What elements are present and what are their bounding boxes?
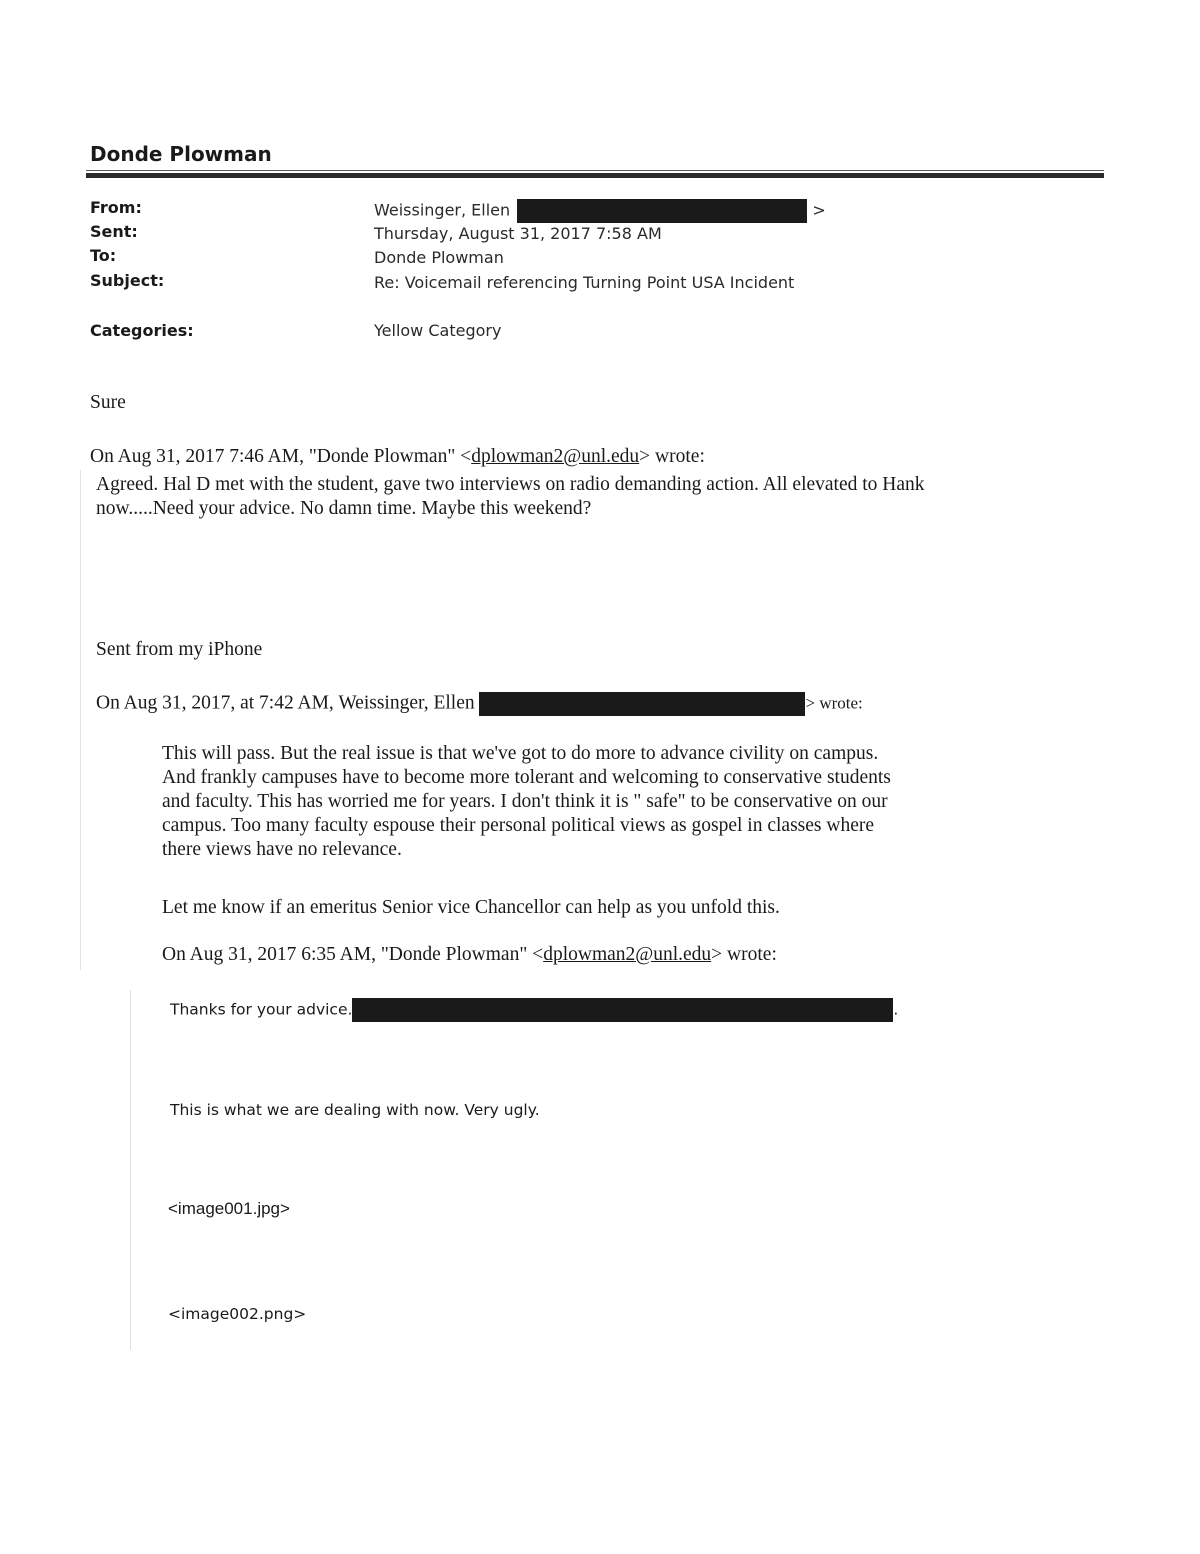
quote3-dealing: This is what we are dealing with now. Very ugly.	[170, 1101, 540, 1119]
quote1-intro-prefix: On Aug 31, 2017 7:46 AM, "Donde Plowman" <	[90, 446, 472, 467]
quote1-line1: Agreed. Hal D met with the student, gave two interviews on radio demanding action. All elevated to Hank	[96, 474, 925, 495]
to-value: Donde Plowman	[374, 248, 504, 267]
sent-label: Sent:	[90, 222, 138, 241]
quote2-para1-line: And frankly campuses have to become more tolerant and welcoming to conservative students	[162, 767, 891, 788]
from-value: Weissinger, Ellen	[374, 200, 511, 220]
redaction-bar	[352, 998, 893, 1022]
categories-label: Categories:	[90, 321, 194, 340]
quote2-paragraph2: Let me know if an emeritus Senior vice Chancellor can help as you unfold this.	[162, 897, 780, 918]
quote1-email-link[interactable]: dplowman2@unl.edu	[471, 446, 640, 467]
document-title: Donde Plowman	[90, 142, 272, 166]
subject-label: Subject:	[90, 271, 165, 290]
reply-text: Sure	[90, 392, 126, 413]
quote2-para1-line: there views have no relevance.	[162, 839, 402, 860]
quote2-para1-line: and faculty. This has worried me for years. I don't think it is " safe" to be conservative on our	[162, 791, 888, 812]
quote1-signature: Sent from my iPhone	[96, 639, 263, 660]
redaction-bar	[479, 692, 805, 716]
quote2-intro-prefix: On Aug 31, 2017, at 7:42 AM, Weissinger, Ellen	[96, 692, 475, 714]
attachment-image001[interactable]: <image001.jpg>	[168, 1199, 290, 1218]
subject-value: Re: Voicemail referencing Turning Point USA Incident	[374, 273, 795, 292]
quote3-thanks-suffix: .	[893, 1000, 899, 1019]
quote3-bar	[130, 990, 131, 1350]
quote2-intro	[96, 692, 863, 716]
quote1-bar	[80, 470, 81, 970]
title-rule-thin	[86, 170, 1104, 171]
redaction-bar	[517, 199, 807, 223]
from-field	[374, 199, 826, 223]
quote3-email-link[interactable]: dplowman2@unl.edu	[543, 944, 712, 965]
quote2-paragraph1	[162, 742, 891, 862]
quote3-thanks	[170, 998, 898, 1022]
attachment-image002[interactable]: <image002.png>	[168, 1305, 307, 1323]
from-label: From:	[90, 198, 142, 217]
quote2-para1-line: campus. Too many faculty espouse their personal political views as gospel in classes where	[162, 815, 875, 836]
sent-value: Thursday, August 31, 2017 7:58 AM	[374, 224, 662, 243]
to-label: To:	[90, 246, 117, 265]
quote3-thanks-text: Thanks for your advice.	[170, 1000, 353, 1019]
quote1-intro-suffix: > wrote:	[639, 446, 705, 467]
quote1-line2: now.....Need your advice. No damn time. Maybe this weekend?	[96, 498, 592, 519]
quote3-intro-prefix: On Aug 31, 2017 6:35 AM, "Donde Plowman" <	[162, 944, 544, 965]
title-rule	[86, 173, 1104, 178]
quote1-intro	[90, 446, 705, 468]
quote3-intro-suffix: > wrote:	[711, 944, 777, 965]
quote3-intro	[162, 944, 777, 966]
categories-value: Yellow Category	[374, 321, 502, 340]
from-suffix: >	[812, 200, 826, 220]
quote2-intro-suffix: > wrote:	[805, 693, 863, 713]
quote2-para1-line: This will pass. But the real issue is that we've got to do more to advance civility on campus.	[162, 743, 879, 764]
